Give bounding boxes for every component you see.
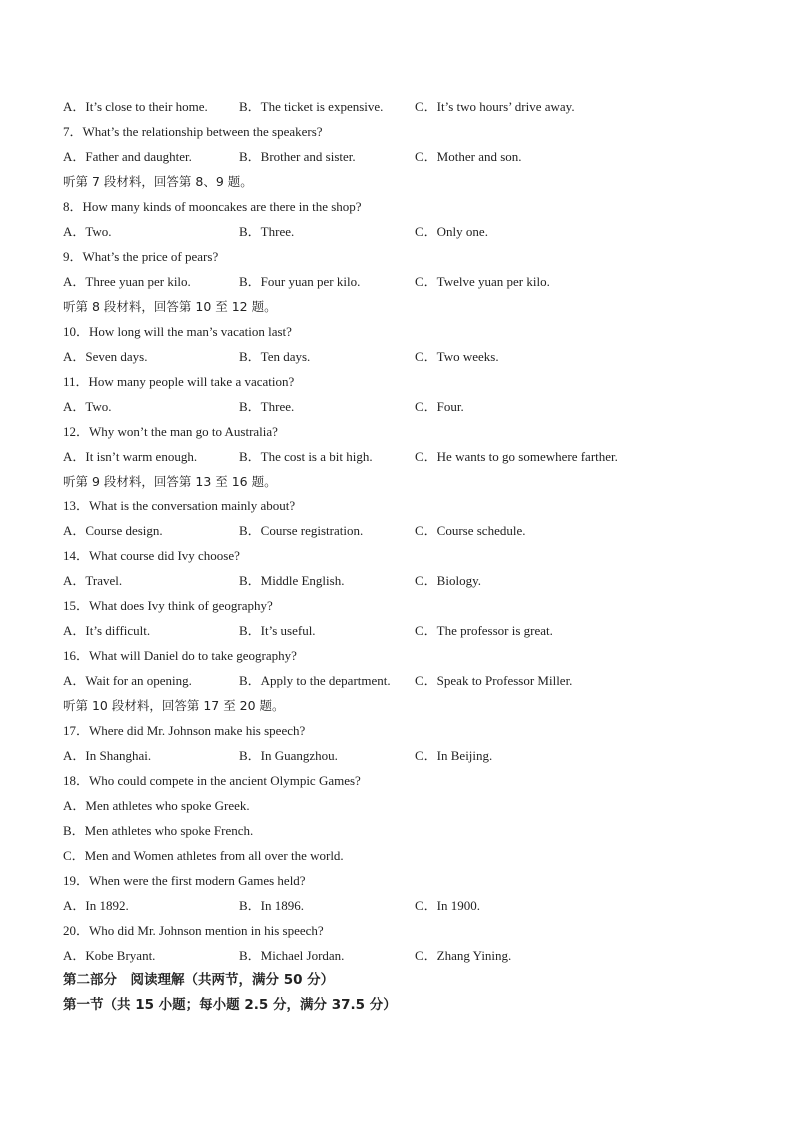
option-c: C．In 1900.	[415, 898, 481, 913]
question-text: B．Men athletes who spoke French.	[63, 823, 254, 838]
option-a: A．Course design.	[63, 523, 163, 538]
question-text: 11．How many people will take a vacation?	[63, 374, 295, 389]
option-c: C．It’s two hours’ drive away.	[415, 99, 575, 114]
option-b: B．Apply to the department.	[239, 673, 391, 688]
option-b: B．Brother and sister.	[239, 149, 356, 164]
option-c: C．He wants to go somewhere farther.	[415, 449, 618, 464]
option-a: A．Two.	[63, 224, 112, 239]
question-text: 13．What is the conversation mainly about?	[63, 498, 296, 513]
option-a: A．It’s difficult.	[63, 623, 151, 638]
option-a: A．Father and daughter.	[63, 149, 192, 164]
option-c: C．Speak to Professor Miller.	[415, 673, 573, 688]
option-c: C．Course schedule.	[415, 523, 526, 538]
option-b: B．Middle English.	[239, 573, 345, 588]
question-text: 8．How many kinds of mooncakes are there in the shop?	[63, 199, 362, 214]
option-b: B．It’s useful.	[239, 623, 316, 638]
option-a: A．Kobe Bryant.	[63, 948, 156, 963]
listening-instruction: 听第 10 段材料，回答第 17 至 20 题。	[63, 698, 285, 713]
option-a: A．In 1892.	[63, 898, 129, 913]
section-heading: 第二部分 阅读理解（共两节，满分 50 分）	[63, 972, 335, 988]
option-c: C．Mother and son.	[415, 149, 522, 164]
option-c: C．Zhang Yining.	[415, 948, 512, 963]
option-b: B．Four yuan per kilo.	[239, 274, 361, 289]
option-c: C．Four.	[415, 399, 464, 414]
option-a: A．Wait for an opening.	[63, 673, 192, 688]
option-a: A．Three yuan per kilo.	[63, 274, 191, 289]
question-text: 10．How long will the man’s vacation last?	[63, 324, 292, 339]
question-text: 14．What course did Ivy choose?	[63, 548, 240, 563]
option-b: B．Michael Jordan.	[239, 948, 345, 963]
option-b: B．The ticket is expensive.	[239, 99, 384, 114]
question-text: 15．What does Ivy think of geography?	[63, 598, 273, 613]
question-text: 19．When were the first modern Games held?	[63, 873, 306, 888]
option-c: C．Only one.	[415, 224, 488, 239]
question-text: 16．What will Daniel do to take geography?	[63, 648, 297, 663]
option-a: A．Seven days.	[63, 349, 148, 364]
option-b: B．Course registration.	[239, 523, 364, 538]
option-a: A．Two.	[63, 399, 112, 414]
question-text: 20．Who did Mr. Johnson mention in his speech?	[63, 923, 324, 938]
option-b: B．In 1896.	[239, 898, 305, 913]
question-text: 9．What’s the price of pears?	[63, 249, 219, 264]
option-b: B．In Guangzhou.	[239, 748, 338, 763]
option-a: A．Travel.	[63, 573, 123, 588]
option-c: C．Two weeks.	[415, 349, 499, 364]
section-heading: 第一节（共 15 小题；每小题 2.5 分，满分 37.5 分）	[63, 997, 397, 1013]
question-text: 12．Why won’t the man go to Australia?	[63, 424, 278, 439]
option-b: B．The cost is a bit high.	[239, 449, 373, 464]
option-a: A．In Shanghai.	[63, 748, 152, 763]
option-c: C．In Beijing.	[415, 748, 493, 763]
option-a: A．It’s close to their home.	[63, 99, 208, 114]
question-text: 7．What’s the relationship between the speakers?	[63, 124, 323, 139]
question-text: A．Men athletes who spoke Greek.	[63, 798, 250, 813]
listening-instruction: 听第 8 段材料，回答第 10 至 12 题。	[63, 299, 277, 314]
listening-instruction: 听第 7 段材料，回答第 8、9 题。	[63, 174, 253, 189]
option-c: C．Biology.	[415, 573, 481, 588]
option-a: A．It isn’t warm enough.	[63, 449, 198, 464]
option-b: B．Three.	[239, 224, 295, 239]
question-text: 17．Where did Mr. Johnson make his speech?	[63, 723, 306, 738]
listening-instruction: 听第 9 段材料，回答第 13 至 16 题。	[63, 474, 277, 489]
option-c: C．Twelve yuan per kilo.	[415, 274, 550, 289]
option-b: B．Three.	[239, 399, 295, 414]
option-b: B．Ten days.	[239, 349, 311, 364]
option-c: C．The professor is great.	[415, 623, 553, 638]
question-text: 18．Who could compete in the ancient Olympic Games?	[63, 773, 361, 788]
question-text: C．Men and Women athletes from all over the world.	[63, 848, 344, 863]
